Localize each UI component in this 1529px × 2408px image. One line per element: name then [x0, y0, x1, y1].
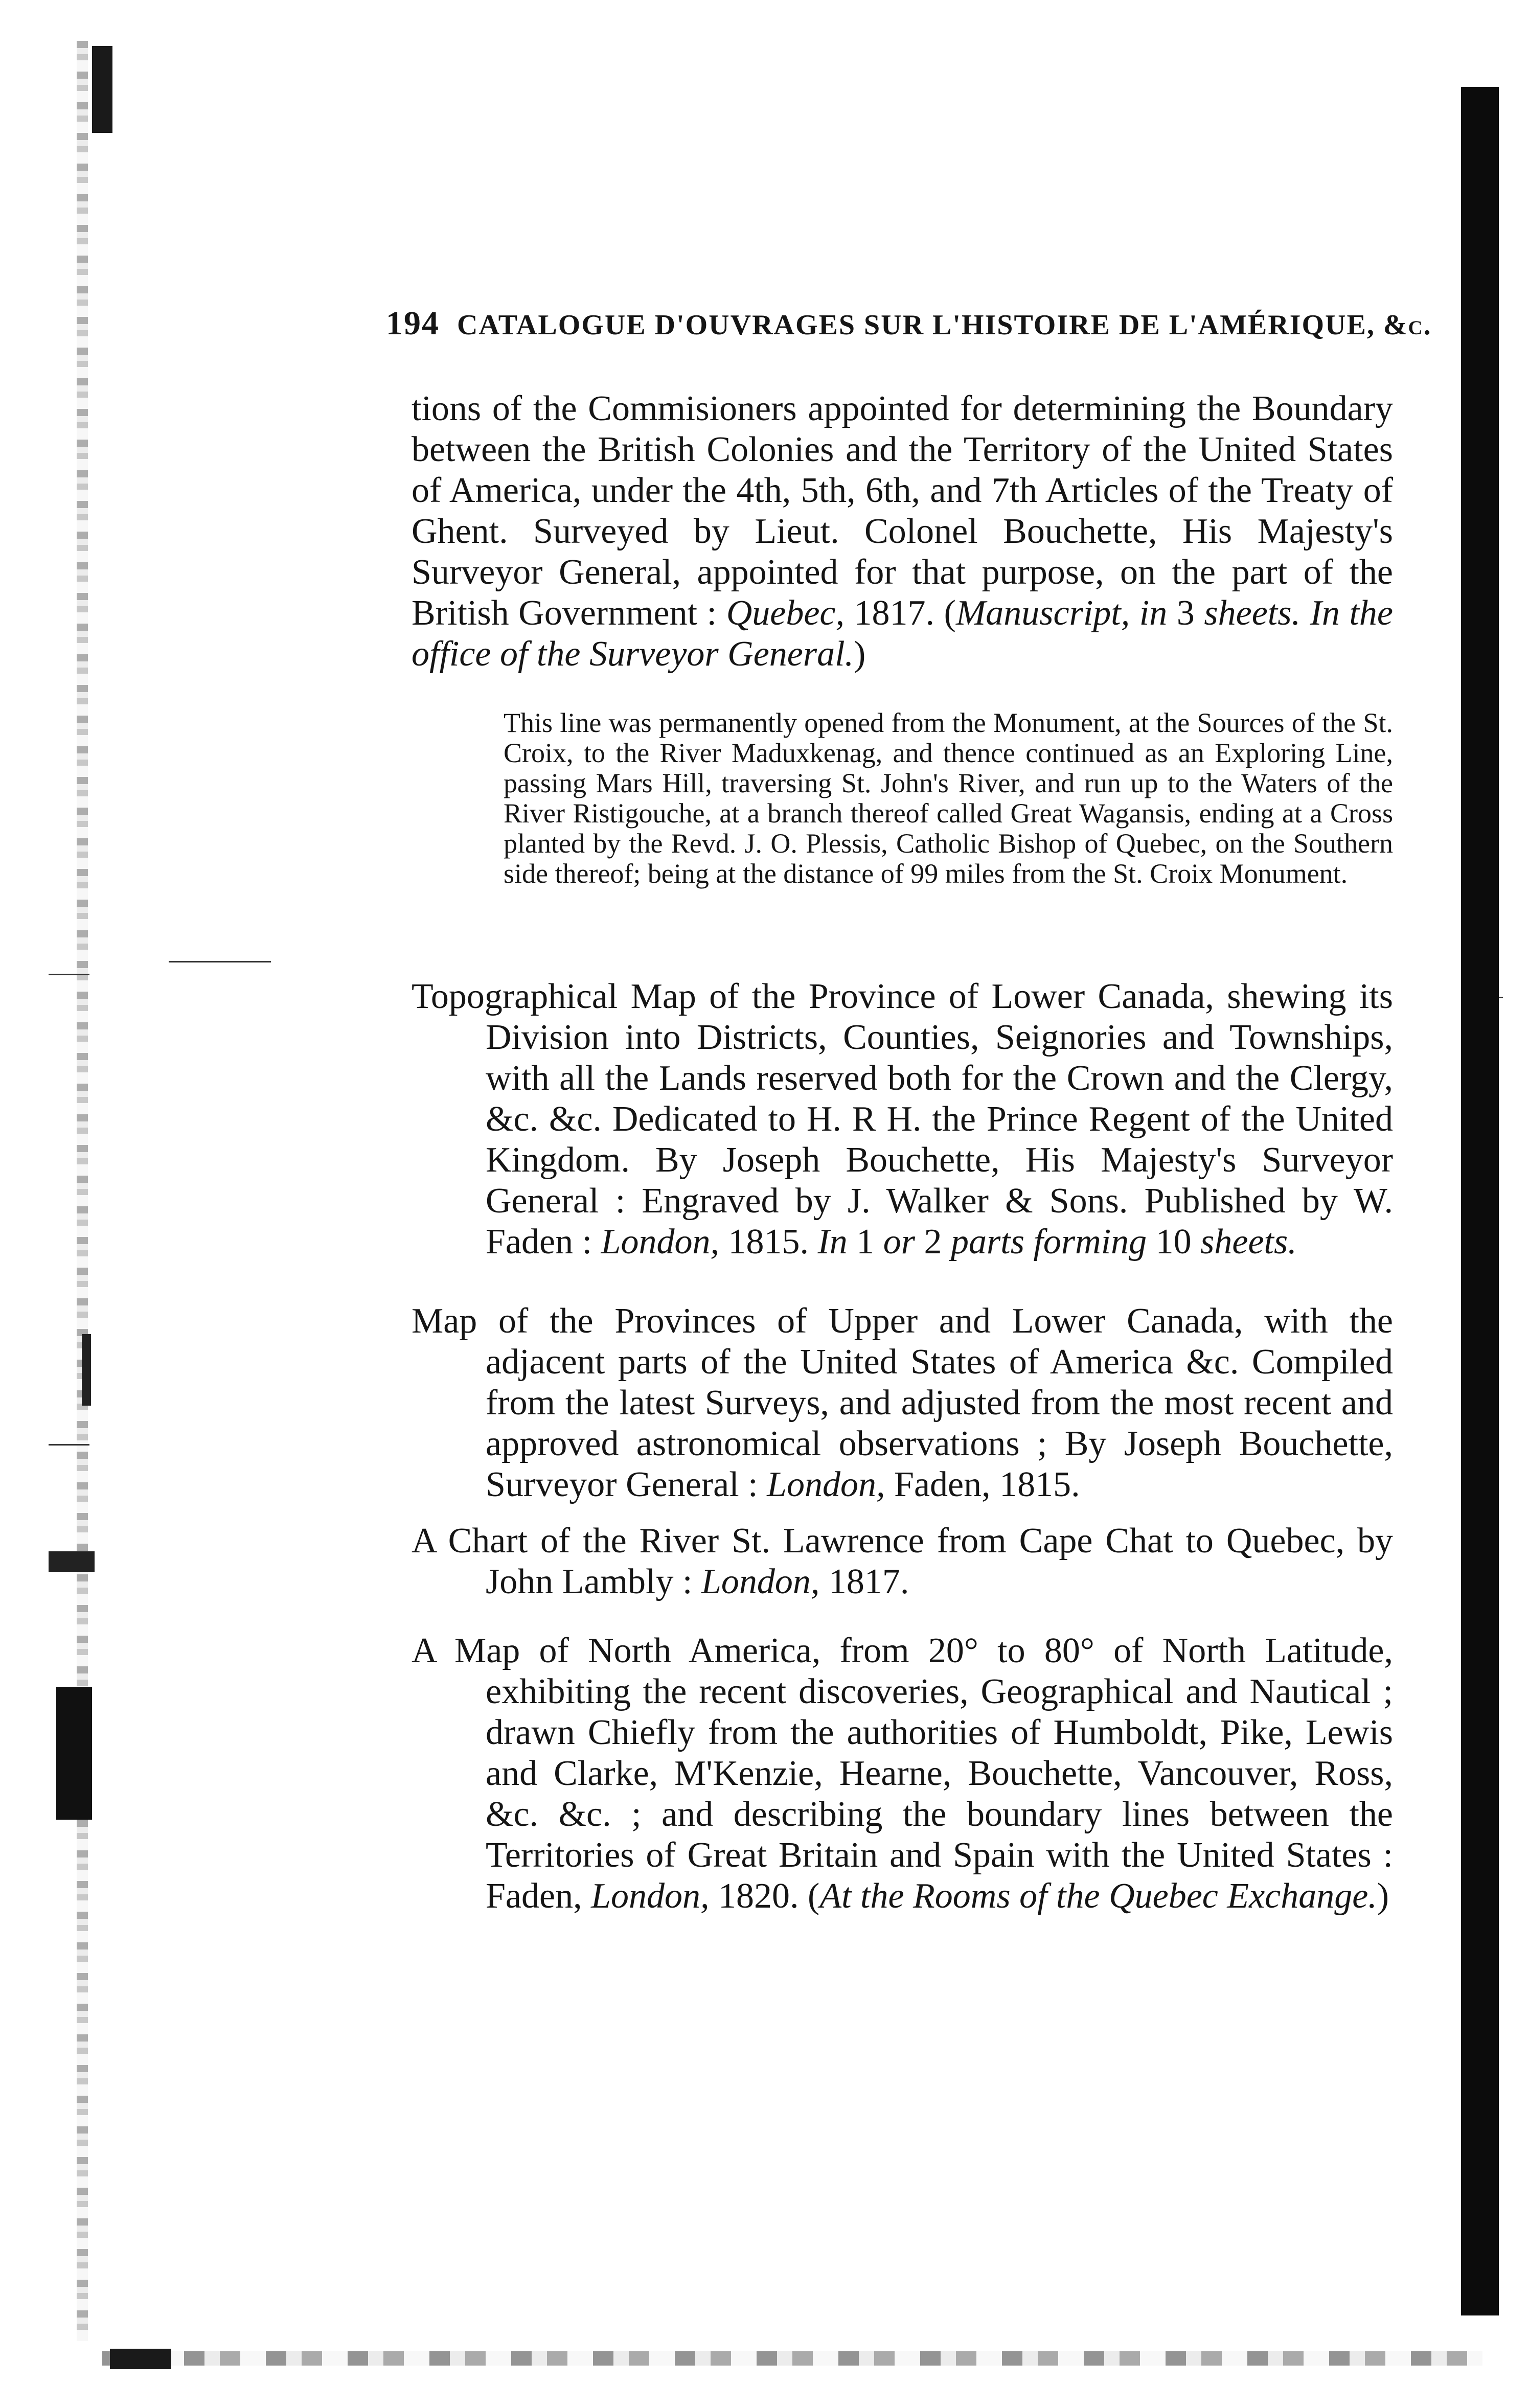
page-number: 194: [386, 305, 440, 342]
entry-format-end: sheets. In the office of the Surveyor General.: [412, 593, 1393, 674]
scan-left-mark: [82, 1334, 91, 1406]
entry-boundary-continuation: [412, 388, 1393, 675]
entry-year: 1817.: [819, 1562, 909, 1601]
scan-bottom-edge: [102, 2351, 1482, 2366]
scan-left-edge-mark: [92, 46, 112, 133]
entry-format-number: 3: [1167, 593, 1204, 633]
entry-format: In: [817, 1222, 848, 1262]
entry-format: Manuscript, in: [955, 593, 1168, 633]
entry-format-end: or: [883, 1222, 916, 1262]
entry-topographical-map: [412, 976, 1393, 1263]
entry-north-america-map: [412, 1631, 1393, 1917]
boundary-note: This line was permanently opened from the Monument, at the Sources of the St. Croix, to the River Maduxkenag, and thence continued as an Exploring Line, passing Mars Hill, traversing St. John's River, and run up to the Waters of the River Ristigouche, at a branch thereof called Great Wagansis, ending at a Cross planted by the Revd. J. O. Plessis, Catholic Bishop of Quebec, on the Southern side thereof; being at the distance of 99 miles from the St. Croix Monument.: [504, 707, 1393, 889]
entry-text: tions of the Commisioners appointed for determining the Boundary between the British Colonies and the Territory of the United States of America, under the 4th, 5th, 6th, and 7th Articles of the Treaty of Ghent. Surveyed by Lieut. Colonel Bouchette, His Majesty's Surveyor General, appointed for that purpose, on the part of the British Government :: [412, 389, 1393, 633]
scan-left-mark: [49, 1551, 95, 1572]
entry-format-number: 10: [1147, 1222, 1201, 1262]
entry-place: London,: [601, 1222, 719, 1262]
entry-st-lawrence-chart: [412, 1521, 1393, 1602]
entry-text: Topographical Map of the Province of Lower Canada, shewing its Division into Districts, Counties, Seignories and Townships, with all the Lands reserved both for the Crown and the Clergy, &c. &c. Dedicated to H. R H. the Prince Regent of the United Kingdom. By Joseph Bouchette, His Majesty's Surveyor General : Engraved by J. Walker & Sons. Published by W. Faden :: [412, 977, 1393, 1262]
entry-provinces-map: [412, 1301, 1393, 1505]
scan-rule: [169, 961, 271, 962]
entry-format-end: sheets.: [1200, 1222, 1297, 1262]
entry-year: 1815.: [719, 1222, 818, 1262]
scan-left-edge: [77, 41, 88, 2341]
entry-close: ): [1377, 1876, 1389, 1916]
entry-close: ): [854, 634, 866, 674]
running-header: [386, 304, 1465, 343]
entry-text: A Map of North America, from 20° to 80° of North Latitude, exhibiting the recent discoveries, Geographical and Nautical ; drawn Chiefly from the authorities of Humboldt, Pike, Lewis and Clarke, M'Kenzie, Hearne, Bouchette, Vancouver, Ross, &c. &c. ; and describing the boundary lines between the Territories of Great Britain and Spain with the United States : Faden,: [412, 1631, 1393, 1916]
entry-place: London,: [701, 1562, 820, 1601]
entry-year: 1817. (: [844, 593, 956, 633]
entry-text: Map of the Provinces of Upper and Lower Canada, with the adjacent parts of the United States of America &c. Compiled from the latest Surveys, and adjusted from the most recent and approved astronomical observations ; By Joseph Bouchette, Surveyor General :: [412, 1301, 1393, 1504]
scan-bottom-edge-mark: [110, 2349, 171, 2369]
entry-place: London,: [591, 1876, 710, 1916]
entry-year: 1820. (: [709, 1876, 820, 1916]
scan-left-block: [56, 1687, 92, 1820]
header-title: CATALOGUE D'OUVRAGES SUR L'HISTOIRE DE L'AMÉRIQUE, &c.: [457, 309, 1432, 341]
entry-format-number: 2: [915, 1222, 951, 1262]
entry-format-number: 1: [847, 1222, 883, 1262]
entry-format-end: parts forming: [951, 1222, 1147, 1262]
entry-format: At the Rooms of the Quebec Exchange.: [819, 1876, 1377, 1916]
entry-text: A Chart of the River St. Lawrence from Cape Chat to Quebec, by John Lambly :: [412, 1521, 1393, 1601]
entry-place: Quebec,: [726, 593, 845, 633]
scan-rule: [49, 1444, 89, 1446]
entry-place: London,: [767, 1465, 885, 1504]
scan-right-edge: [1461, 87, 1499, 2315]
entry-year: Faden, 1815.: [885, 1465, 1080, 1504]
scan-rule: [49, 974, 89, 975]
